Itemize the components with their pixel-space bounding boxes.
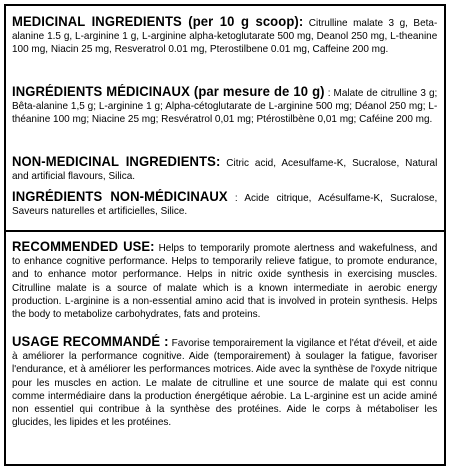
paragraph <box>12 155 437 183</box>
medicinal-ingredients-fr <box>12 85 438 127</box>
section-heading: RECOMMENDED USE: <box>12 239 155 254</box>
paragraph <box>12 85 437 127</box>
section-body: Favorise temporairement la vigilance et l'état d'éveil, et aide à améliorer la performance cognitive. Aide (temporairement) à soulager la fatigue, favoriser l'endurance, et à améliorer les performances motrices. Aide avec la synthèse de l'oxyde nitrique pour les muscles en action. Le malate de citrulline et une source de malate qui est connu comme intermédiaire dans la production énergétique aérobie. La L-arginine est un acide aminé non essentiel qui contribue à la synthèse des protéines. Aide le corps à métaboliser les glucides, les lipides et les protéines. <box>12 338 438 429</box>
section-heading: INGRÉDIENTS MÉDICINAUX (par mesure de 10 g) <box>12 84 325 99</box>
label-panel <box>4 4 446 466</box>
section-body: : Acide citrique, Acésulfame-K, Sucralose, Saveurs naturelles et artificielles, Silice. <box>12 193 438 218</box>
section-body: Citrulline malate 3 g, Beta-alanine 1.5 g, L-arginine 1 g, L-arginine alpha-ketoglutarate 500 mg, Deanol 250 mg, L-theanine 100 mg, Niacin 25 mg, Resveratrol 0.01 mg, Pterostilbene 0.01 mg, Caffeine 200 mg. <box>12 18 438 56</box>
section-heading: NON-MEDICINAL INGREDIENTS: <box>12 154 221 169</box>
paragraph <box>12 15 437 57</box>
section-heading: USAGE RECOMMANDÉ : <box>12 334 169 349</box>
paragraph <box>12 190 437 218</box>
non-medicinal-ingredients-en <box>12 155 438 183</box>
section-heading: MEDICINAL INGREDIENTS (per 10 g scoop): <box>12 14 304 29</box>
paragraph <box>12 335 437 429</box>
section-body: Helps to temporarily promote alertness and wakefulness, and to enhance cognitive performance. Helps to temporarily relieve fatigue, to promote endurance, and to enhance motor performance. Helps in nitric oxide synthesis in exercising muscles. Citrulline malate is a source of malate which is a known intermediate in aerobic energy production. L-arginine is a non-essential amino acid that is involved in protein synthesis. Helps the body to metabolize carbohydrates, fats and proteins. <box>12 243 438 321</box>
section-divider <box>6 230 444 232</box>
section-body: : Malate de citrulline 3 g; Bêta-alanine 1,5 g; L-arginine 1 g; Alpha-cétoglutarate de L-arginine 500 mg; Déanol 250 mg; L-théanine 100 mg; Niacine 25 mg; Resvératrol 0,01 mg; Ptérostilbène 0,01 mg; Caféine 200 mg. <box>12 88 438 126</box>
recommended-use-en <box>12 240 438 321</box>
medicinal-ingredients-en <box>12 15 438 57</box>
paragraph <box>12 240 437 321</box>
recommended-use-fr <box>12 335 438 429</box>
non-medicinal-ingredients-fr <box>12 190 438 218</box>
section-heading: INGRÉDIENTS NON-MÉDICINAUX <box>12 189 228 204</box>
section-body: Citric acid, Acesulfame-K, Sucralose, Natural and artificial flavours, Silica. <box>12 158 438 183</box>
